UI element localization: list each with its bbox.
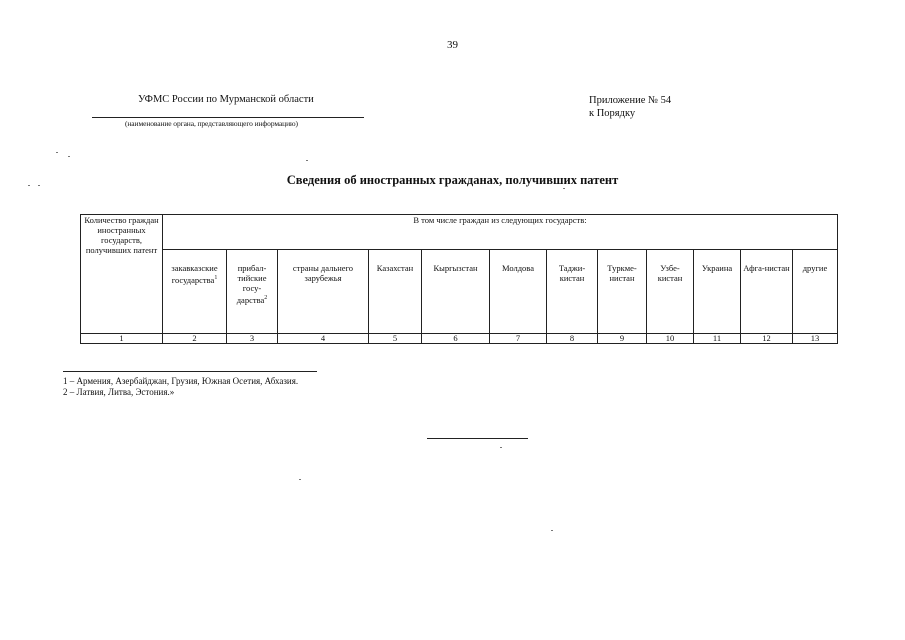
page-number: 39 [447,39,458,51]
column-number-cell: 10 [647,334,694,344]
country-column-label: прибал-тийские госу-дарства [236,263,267,305]
scan-speck [68,156,70,157]
country-column-label: Кыргызстан [433,263,478,273]
country-header-row [81,250,838,334]
footnote-separator [63,371,317,372]
country-column-label: Молдова [502,263,534,273]
country-column-label: Казахстан [376,263,414,273]
organization-name: УФМС России по Мурманской области [138,94,314,105]
country-column-header [422,250,490,334]
scan-speck [28,185,30,186]
appendix-note [589,94,671,120]
country-column-header [227,250,278,334]
country-column-header [547,250,598,334]
column-number-cell: 4 [278,334,369,344]
table-header-row [81,215,838,250]
column-number-cell: 13 [793,334,838,344]
column-number-cell: 11 [694,334,741,344]
scan-speck [306,160,308,161]
scan-speck [500,447,502,448]
column-number-cell: 3 [227,334,278,344]
country-column-header [369,250,422,334]
scan-speck [56,152,58,153]
end-of-document-line [427,438,528,439]
column-number-cell: 5 [369,334,422,344]
country-column-label: другие [802,263,828,273]
scan-speck [563,188,565,189]
country-column-header [793,250,838,334]
countries-group-header: В том числе граждан из следующих государств: [163,215,838,250]
country-column-header [598,250,647,334]
country-column-label: Таджи-кистан [558,263,586,283]
country-column-label: Украина [701,263,733,273]
country-column-label: Туркме-нистан [607,263,637,283]
column-number-row [81,334,838,344]
column-number-cell: 1 [81,334,163,344]
footnote-marker: 2 [264,295,268,301]
footnote-1: 1 – Армения, Азербайджан, Грузия, Южная Осетия, Абхазия. [63,376,299,386]
appendix-line-1: Приложение № 54 [589,95,672,106]
country-column-header [741,250,793,334]
country-column-label: страны дальнего зарубежья [292,263,354,283]
organization-caption: (наименование органа, представляющего информацию) [125,119,298,128]
column-number-cell: 6 [422,334,490,344]
appendix-line-2: к Порядку [589,108,636,119]
column-number-cell: 12 [741,334,793,344]
country-column-header [163,250,227,334]
organization-underline [92,117,364,118]
country-column-header [490,250,547,334]
country-column-header [694,250,741,334]
scan-speck [299,479,301,480]
column-number-cell: 7 [490,334,547,344]
scan-speck [38,185,40,186]
scan-speck [551,530,553,531]
column-number-cell: 8 [547,334,598,344]
column-number-cell: 9 [598,334,647,344]
count-column-header: Количество граждан иностранных государств, получивших патент [81,215,163,334]
document-title: Сведения об иностранных гражданах, получивших патент [286,173,619,187]
patent-report-table [80,214,838,344]
column-number-cell: 2 [163,334,227,344]
country-column-label: Узбе-кистан [657,263,683,283]
country-column-header [647,250,694,334]
country-column-label: Афга-нистан [743,263,790,273]
footnote-2: 2 – Латвия, Литва, Эстония.» [63,387,175,397]
country-column-header [278,250,369,334]
footnote-marker: 1 [214,275,218,281]
country-column-label: закавказские государства [171,263,218,285]
